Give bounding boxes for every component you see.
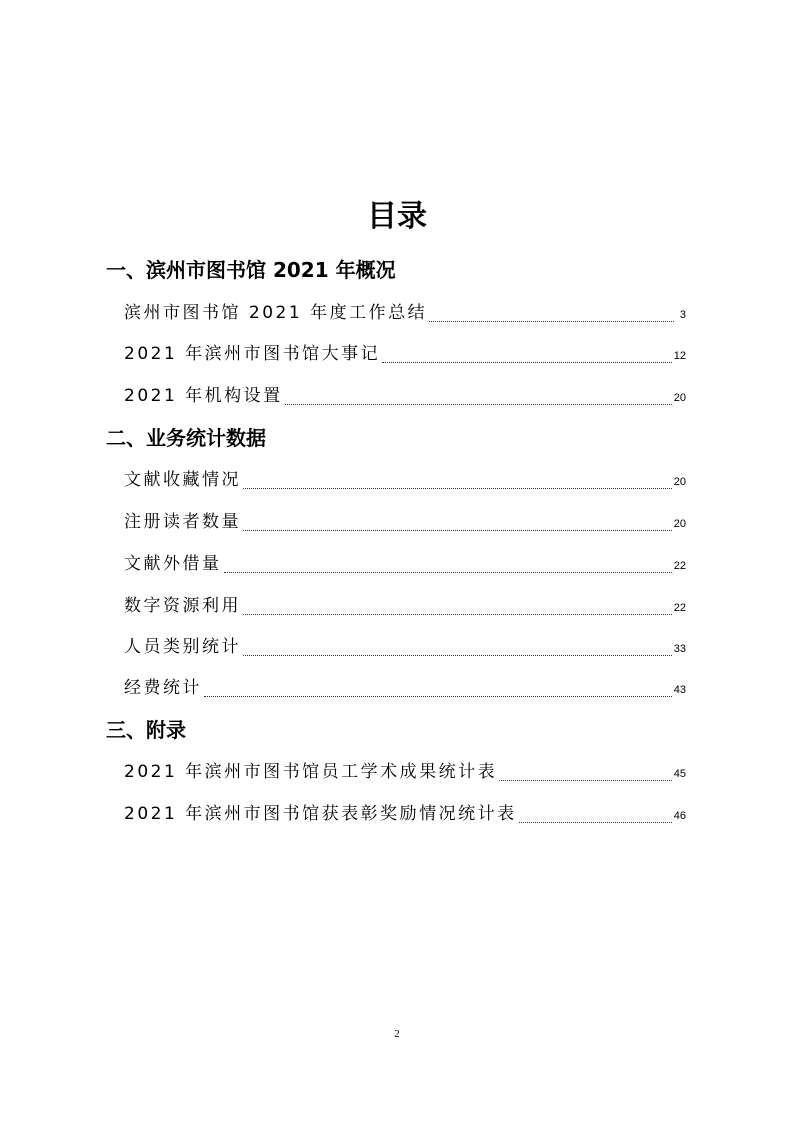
toc-entry[interactable] bbox=[124, 382, 686, 412]
dot-leader bbox=[285, 404, 672, 405]
toc-entry-page: 3 bbox=[679, 309, 686, 321]
toc-entry[interactable] bbox=[124, 550, 686, 580]
toc-entry-page: 46 bbox=[673, 810, 686, 822]
toc-entry[interactable] bbox=[124, 299, 686, 329]
toc-entry-label: 滨州市图书馆 2021 年度工作总结 bbox=[124, 303, 428, 323]
toc-entry-page: 20 bbox=[673, 518, 686, 530]
toc-section-heading[interactable]: 三、附录 bbox=[106, 718, 186, 742]
toc-entry-label: 注册读者数量 bbox=[124, 512, 241, 532]
toc-entry-page: 45 bbox=[673, 768, 686, 780]
dot-leader bbox=[243, 488, 672, 489]
toc-entry[interactable] bbox=[124, 800, 686, 830]
toc-entry-label: 2021 年滨州市图书馆员工学术成果统计表 bbox=[124, 762, 498, 782]
toc-entry[interactable] bbox=[124, 592, 686, 622]
toc-entry[interactable] bbox=[124, 674, 686, 704]
toc-entry-label: 人员类别统计 bbox=[124, 637, 241, 657]
toc-entry-page: 12 bbox=[673, 350, 686, 362]
toc-entry-page: 43 bbox=[673, 684, 686, 696]
toc-entry-label: 经费统计 bbox=[124, 678, 202, 698]
toc-entry[interactable] bbox=[124, 340, 686, 370]
toc-entry-label: 数字资源利用 bbox=[124, 596, 241, 616]
toc-entry-label: 2021 年机构设置 bbox=[124, 386, 283, 406]
toc-entry[interactable] bbox=[124, 758, 686, 788]
dot-leader bbox=[519, 822, 672, 823]
toc-entry-label: 文献收藏情况 bbox=[124, 470, 241, 490]
dot-leader bbox=[382, 362, 672, 363]
toc-entry-page: 22 bbox=[673, 560, 686, 572]
toc-entry-page: 22 bbox=[673, 602, 686, 614]
toc-entry-label: 2021 年滨州市图书馆获表彰奖励情况统计表 bbox=[124, 804, 517, 824]
toc-entry-label: 文献外借量 bbox=[124, 554, 222, 574]
dot-leader bbox=[243, 530, 672, 531]
toc-section-heading[interactable]: 一、滨州市图书馆 2021 年概况 bbox=[106, 258, 396, 282]
dot-leader bbox=[243, 655, 672, 656]
toc-entry-page: 20 bbox=[673, 476, 686, 488]
dot-leader bbox=[429, 321, 674, 322]
page-number: 2 bbox=[394, 1028, 400, 1040]
toc-entry[interactable] bbox=[124, 508, 686, 538]
toc-entry[interactable] bbox=[124, 633, 686, 663]
toc-entry[interactable] bbox=[124, 466, 686, 496]
toc-entry-label: 2021 年滨州市图书馆大事记 bbox=[124, 344, 381, 364]
toc-entry-page: 20 bbox=[673, 392, 686, 404]
dot-leader bbox=[499, 780, 672, 781]
dot-leader bbox=[224, 572, 672, 573]
toc-section-heading[interactable]: 二、业务统计数据 bbox=[106, 426, 266, 450]
dot-leader bbox=[204, 696, 672, 697]
toc-title: 目录 bbox=[367, 199, 427, 234]
dot-leader bbox=[243, 614, 672, 615]
toc-entry-page: 33 bbox=[673, 643, 686, 655]
